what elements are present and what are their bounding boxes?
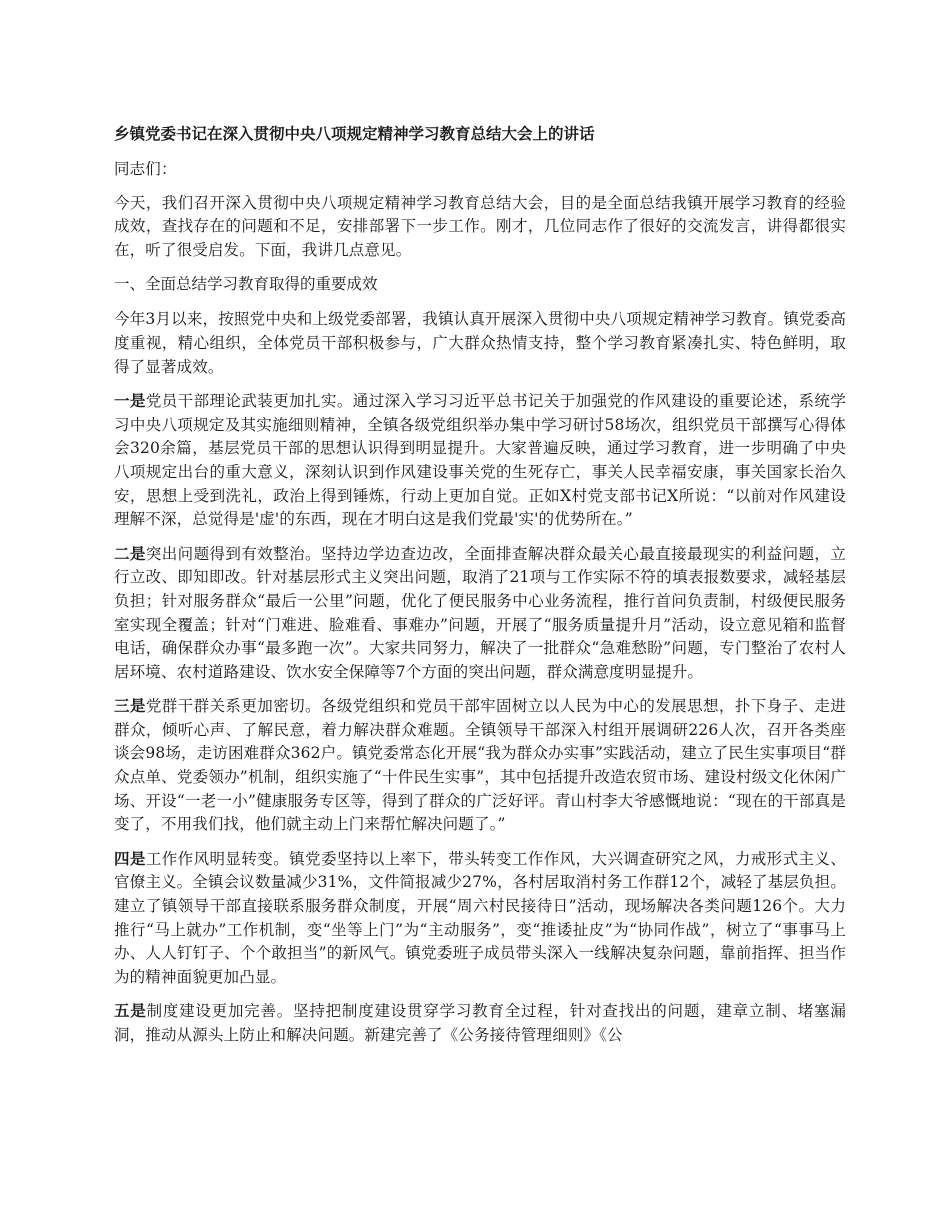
point-paragraph-3 <box>114 694 846 837</box>
point-lead: 一是 <box>114 391 146 411</box>
intro-paragraph: 今天，我们召开深入贯彻中央八项规定精神学习教育总结大会，目的是全面总结我镇开展学习教育的经验成效，查找存在的问题和不足，安排部署下一步工作。刚才，几位同志作了很好的交流发言，讲得都很实在，听了很受启发。下面，我讲几点意见。 <box>114 193 846 259</box>
point-text: 制度建设更加完善。坚持把制度建设贯穿学习教育全过程，针对查找出的问题，建章立制、堵塞漏洞，推动从源头上防止和解决问题。新建完善了《公务接待管理细则》《公 <box>114 1002 846 1044</box>
point-lead: 四是 <box>114 848 146 868</box>
point-text: 突出问题得到有效整治。坚持边学边查边改，全面排查解决群众最关心最直接最现实的利益问题，立行立改、即知即改。针对基层形式主义突出问题，取消了21项与工作实际不符的填表报数要求，减轻基层负担；针对服务群众“最后一公里”问题，优化了便民服务中心业务流程，推行首问负责制，村级便民服务室实现全覆盖；针对“门难进、脸难看、事难办”问题，开展了“服务质量提升月”活动，设立意见箱和监督电话，确保群众办事“最多跑一次”。大家共同努力，解决了一批群众“急难愁盼”问题，专门整治了农村人居环境、农村道路建设、饮水安全保障等7个方面的突出问题，群众满意度明显提升。 <box>114 544 846 681</box>
point-lead: 三是 <box>114 696 146 716</box>
document-page <box>114 122 846 1058</box>
section-intro-paragraph: 今年3月以来，按照党中央和上级党委部署，我镇认真开展深入贯彻中央八项规定精神学习教育。镇党委高度重视，精心组织，全体党员干部积极参与，广大群众热情支持，整个学习教育紧凑扎实、特色鲜明，取得了显著成效。 <box>114 310 846 376</box>
document-title: 乡镇党委书记在深入贯彻中央八项规定精神学习教育总结大会上的讲话 <box>114 124 595 143</box>
point-text: 工作作风明显转变。镇党委坚持以上率下，带头转变工作作风，大兴调查研究之风，力戒形式主义、官僚主义。全镇会议数量减少31%，文件简报减少27%，各村居取消村务工作群12个，减轻了基层负担。建立了镇领导干部直接联系服务群众制度，开展“周六村民接待日”活动，现场解决各类问题126个。大力推行“马上就办”工作机制，变“坐等上门”为“主动服务”，变“推诿扯皮”为“协同作战”，树立了“事事马上办、人人钉钉子、个个敢担当”的新风气。镇党委班子成员带头深入一线解决复杂问题，靠前指挥、担当作为的精神面貌更加凸显。 <box>114 849 846 986</box>
point-text: 党群干群关系更加密切。各级党组织和党员干部牢固树立以人民为中心的发展思想，扑下身子、走进群众，倾听心声、了解民意，着力解决群众难题。全镇领导干部深入村组开展调研226人次，召开各类座谈会98场，走访困难群众362户。镇党委常态化开展“我为群众办实事”实践活动，建立了民生实事项目“群众点单、党委领办”机制，组织实施了“十件民生实事”，其中包括提升改造农贸市场、建设村级文化休闲广场、开设“一老一小”健康服务专区等，得到了群众的广泛好评。青山村李大爷感慨地说：“现在的干部真是变了，不用我们找，他们就主动上门来帮忙解决问题了。” <box>114 697 846 834</box>
point-paragraph-1 <box>114 389 846 532</box>
salutation: 同志们： <box>114 160 177 178</box>
section-heading: 一、全面总结学习教育取得的重要成效 <box>114 275 378 294</box>
point-paragraph-5 <box>114 999 846 1047</box>
point-paragraph-2 <box>114 542 846 685</box>
point-text: 党员干部理论武装更加扎实。通过深入学习习近平总书记关于加强党的作风建设的重要论述，系统学习中央八项规定及其实施细则精神，全镇各级党组织举办集中学习研讨58场次，组织党员干部撰写心得体会320余篇，基层党员干部的思想认识得到明显提升。大家普遍反映，通过学习教育，进一步明确了中央八项规定出台的重大意义，深刻认识到作风建设事关党的生死存亡，事关人民幸福安康，事关国家长治久安，思想上受到洗礼，政治上得到锤炼，行动上更加自觉。正如X村党支部书记X所说：“以前对作风建设理解不深，总觉得是'虚'的东西，现在才明白这是我们党最'实'的优势所在。” <box>114 392 846 529</box>
point-paragraph-4 <box>114 847 846 990</box>
point-lead: 二是 <box>114 543 146 563</box>
point-lead: 五是 <box>114 1001 147 1021</box>
